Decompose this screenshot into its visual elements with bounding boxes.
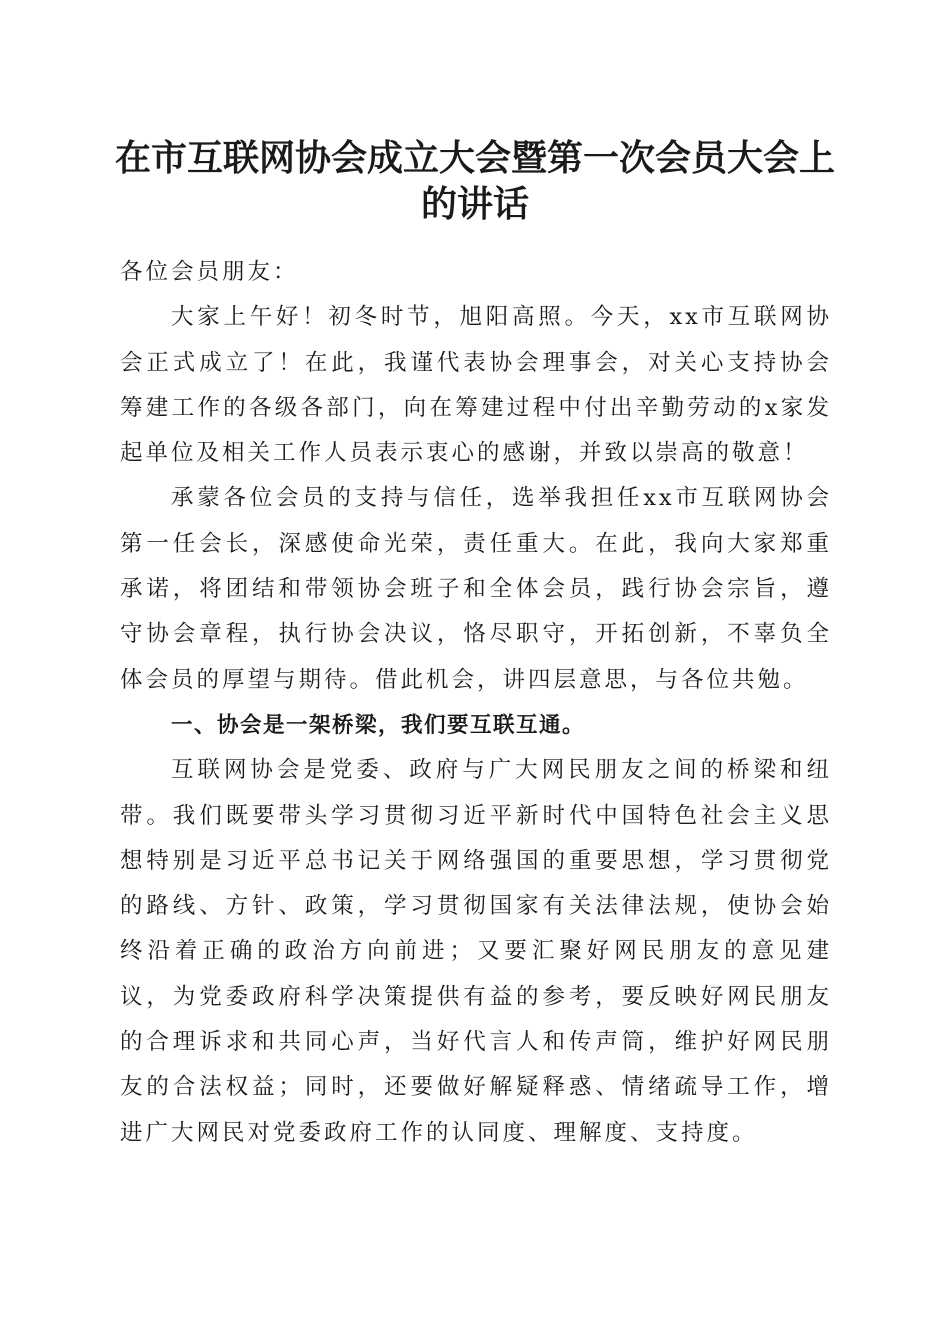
paragraph-greeting: 大家上午好！初冬时节，旭阳高照。今天，xx市互联网协会正式成立了！在此，我谨代表协会理事会，对关心支持协会筹建工作的各级各部门，向在筹建过程中付出辛勤劳动的x家发起单位及相关工作人员表示衷心的感谢，并致以崇高的敬意！	[120, 304, 832, 467]
title-line-2: 的讲话	[420, 184, 529, 225]
salutation: 各位会员朋友：	[120, 259, 299, 285]
document-body	[120, 250, 832, 1156]
section-1-paragraph: 互联网协会是党委、政府与广大网民朋友之间的桥梁和纽带。我们既要带头学习贯彻习近平新时代中国特色社会主义思想特别是习近平总书记关于网络强国的重要思想，学习贯彻党的路线、方针、政策，学习贯彻国家有关法律法规，使协会始终沿着正确的政治方向前进；又要汇聚好网民朋友的意见建议，为党委政府科学决策提供有益的参考，要反映好网民朋友的合理诉求和共同心声，当好代言人和传声筒，维护好网民朋友的合法权益；同时，还要做好解疑释惑、情绪疏导工作，增进广大网民对党委政府工作的认同度、理解度、支持度。	[120, 757, 832, 1146]
paragraph-commitment: 承蒙各位会员的支持与信任，选举我担任xx市互联网协会第一任会长，深感使命光荣，责任重大。在此，我向大家郑重承诺，将团结和带领协会班子和全体会员，践行协会宗旨，遵守协会章程，执行协会决议，恪尽职守，开拓创新，不辜负全体会员的厚望与期待。借此机会，讲四层意思，与各位共勉。	[120, 485, 832, 693]
section-heading-1: 一、协会是一架桥梁，我们要互联互通。	[171, 712, 586, 738]
document-title	[100, 136, 850, 228]
title-line-1: 在市互联网协会成立大会暨第一次会员大会上	[114, 138, 835, 179]
